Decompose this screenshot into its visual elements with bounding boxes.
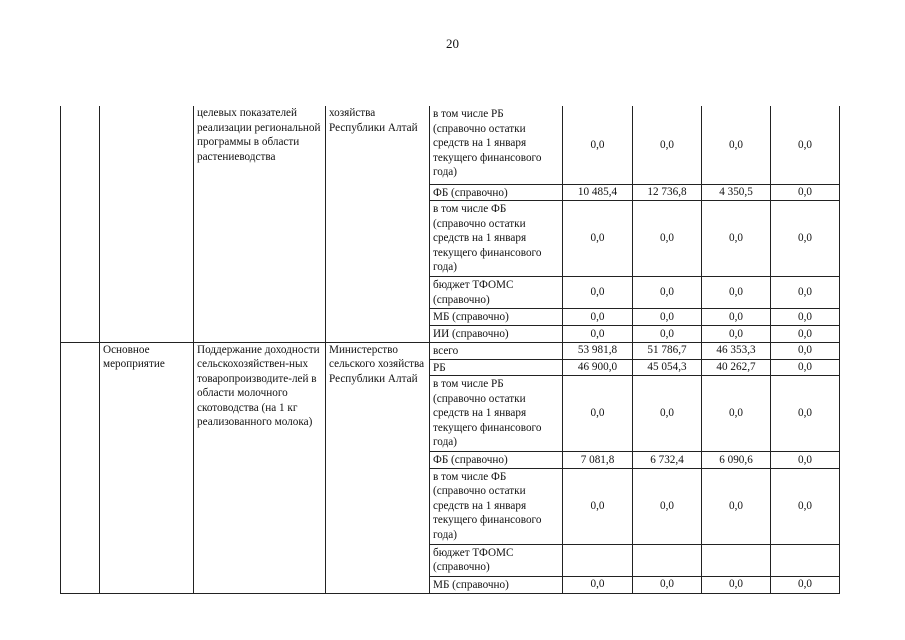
value-cell: 0,0 <box>771 326 840 343</box>
value-cell: 0,0 <box>633 309 702 326</box>
funding-source: ИИ (справочно) <box>430 326 563 343</box>
value-cell: 0,0 <box>702 309 771 326</box>
funding-source: ФБ (справочно) <box>430 184 563 201</box>
value-cell: 10 485,4 <box>563 184 633 201</box>
table-row <box>61 106 840 184</box>
value-cell: 0,0 <box>771 201 840 277</box>
value-cell: 0,0 <box>563 309 633 326</box>
funding-source: МБ (справочно) <box>430 576 563 593</box>
value-cell: 12 736,8 <box>633 184 702 201</box>
value-cell: 0,0 <box>771 342 840 359</box>
value-cell: 0,0 <box>771 277 840 309</box>
number-cell <box>61 342 100 593</box>
value-cell: 6 090,6 <box>702 452 771 469</box>
page-number: 20 <box>446 36 459 51</box>
value-cell: 7 081,8 <box>563 452 633 469</box>
executor-cell: Министерство сельского хозяйства Республики Алтай <box>326 342 430 593</box>
value-cell: 0,0 <box>633 576 702 593</box>
value-cell: 0,0 <box>702 576 771 593</box>
value-cell: 0,0 <box>633 468 702 544</box>
value-cell: 0,0 <box>771 106 840 184</box>
value-cell: 51 786,7 <box>633 342 702 359</box>
number-cell <box>61 106 100 342</box>
value-cell: 0,0 <box>563 277 633 309</box>
value-cell: 0,0 <box>633 376 702 452</box>
value-cell: 53 981,8 <box>563 342 633 359</box>
funding-source: в том числе ФБ (справочно остатки средств на 1 января текущего финансового года) <box>430 201 563 277</box>
value-cell: 0,0 <box>771 184 840 201</box>
value-cell: 0,0 <box>633 106 702 184</box>
value-cell <box>633 544 702 576</box>
executor-cell: хозяйства Республики Алтай <box>326 106 430 342</box>
event-name-cell: Поддержание доходности сельскохозяйствен-ных товаропроизводите-лей в области молочного скотоводства (на 1 кг реализованного молока) <box>194 342 326 593</box>
funding-source: в том числе ФБ (справочно остатки средств на 1 января текущего финансового года) <box>430 468 563 544</box>
value-cell: 46 900,0 <box>563 359 633 376</box>
value-cell: 0,0 <box>702 201 771 277</box>
value-cell: 0,0 <box>702 376 771 452</box>
value-cell: 46 353,3 <box>702 342 771 359</box>
value-cell: 0,0 <box>771 468 840 544</box>
table-row <box>61 342 840 359</box>
value-cell: 0,0 <box>771 309 840 326</box>
value-cell: 0,0 <box>563 201 633 277</box>
funding-source: бюджет ТФОМС (справочно) <box>430 544 563 576</box>
value-cell: 40 262,7 <box>702 359 771 376</box>
value-cell: 4 350,5 <box>702 184 771 201</box>
value-cell: 0,0 <box>563 468 633 544</box>
value-cell: 0,0 <box>771 576 840 593</box>
value-cell: 0,0 <box>563 106 633 184</box>
value-cell: 0,0 <box>702 326 771 343</box>
value-cell: 6 732,4 <box>633 452 702 469</box>
value-cell <box>702 544 771 576</box>
value-cell: 0,0 <box>771 376 840 452</box>
funding-source: МБ (справочно) <box>430 309 563 326</box>
funding-source: ФБ (справочно) <box>430 452 563 469</box>
funding-source: РБ <box>430 359 563 376</box>
value-cell: 0,0 <box>771 359 840 376</box>
type-cell <box>100 106 194 342</box>
value-cell: 0,0 <box>563 376 633 452</box>
value-cell <box>771 544 840 576</box>
funding-source: в том числе РБ (справочно остатки средств на 1 января текущего финансового года) <box>430 376 563 452</box>
funding-source: всего <box>430 342 563 359</box>
value-cell: 0,0 <box>702 468 771 544</box>
value-cell: 0,0 <box>563 326 633 343</box>
value-cell: 0,0 <box>633 201 702 277</box>
funding-source: бюджет ТФОМС (справочно) <box>430 277 563 309</box>
value-cell: 0,0 <box>702 277 771 309</box>
value-cell: 45 054,3 <box>633 359 702 376</box>
value-cell: 0,0 <box>702 106 771 184</box>
indicator-cell: целевых показателей реализации региональной программы в области растениеводства <box>194 106 326 342</box>
budget-table <box>60 106 840 594</box>
value-cell: 0,0 <box>563 576 633 593</box>
value-cell <box>563 544 633 576</box>
event-type-cell: Основное мероприятие <box>100 342 194 593</box>
value-cell: 0,0 <box>771 452 840 469</box>
value-cell: 0,0 <box>633 277 702 309</box>
value-cell: 0,0 <box>633 326 702 343</box>
funding-source: в том числе РБ (справочно остатки средств на 1 января текущего финансового года) <box>430 106 563 184</box>
